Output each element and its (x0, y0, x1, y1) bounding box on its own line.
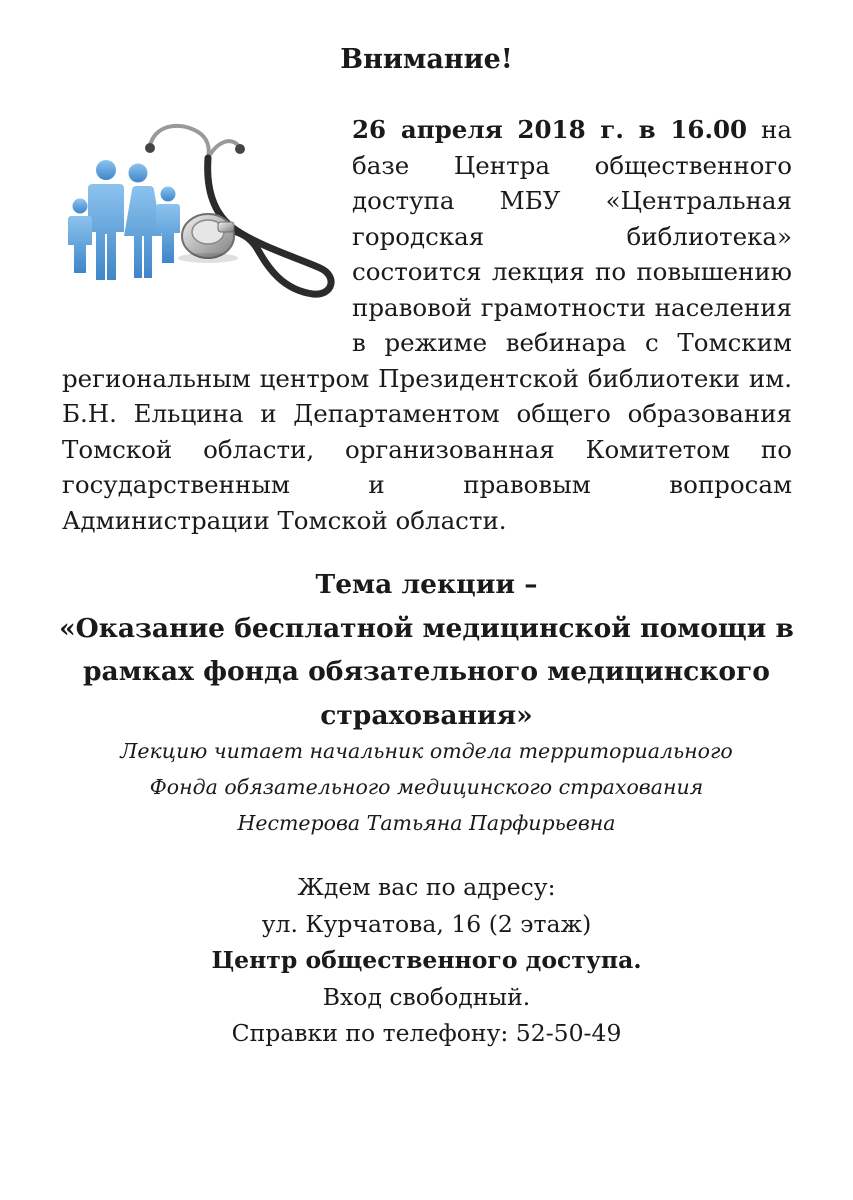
page-title: Внимание! (340, 44, 513, 75)
topic-line: Тема лекции – (315, 569, 538, 600)
lecturer-name: Нестерова Татьяна Парфирьевна (237, 811, 616, 835)
topic-line: рамках фонда обязательного медицинского (83, 656, 770, 687)
event-date-time: 26 апреля 2018 г. в 16.00 (352, 115, 748, 144)
phone-info: Справки по телефону: 52-50-49 (231, 1019, 622, 1047)
intro-paragraph (62, 112, 792, 538)
entry-info: Вход свободный. (322, 982, 531, 1011)
lecture-topic (40, 563, 813, 737)
intro-text: на базе Центра общественного доступа МБУ «Центральная городская библиотека» состоится лекция по повышению правовой грамотности населения в режиме вебинара с Томским региональным центром Президентской библиотеки им. Б.Н. Ельцина и Департаментом общего образования Томской области, организованная Комитетом по государственным и правовым вопросам Администрации Томской области. (62, 115, 792, 535)
topic-line: страхования» (320, 699, 533, 731)
illustration-spacer (62, 112, 352, 350)
address-street: ул. Курчатова, 16 (2 этаж) (261, 909, 592, 938)
contact-info (40, 869, 813, 1052)
lecturer-info (40, 733, 813, 841)
lecturer-line: Фонда обязательного медицинского страхования (149, 775, 704, 799)
address-intro: Ждем вас по адресу: (297, 873, 556, 901)
topic-line: «Оказание бесплатной медицинской помощи в (59, 612, 794, 644)
lecturer-line: Лекцию читает начальник отдела территориального (120, 739, 733, 763)
venue-name: Центр общественного доступа. (211, 946, 642, 974)
